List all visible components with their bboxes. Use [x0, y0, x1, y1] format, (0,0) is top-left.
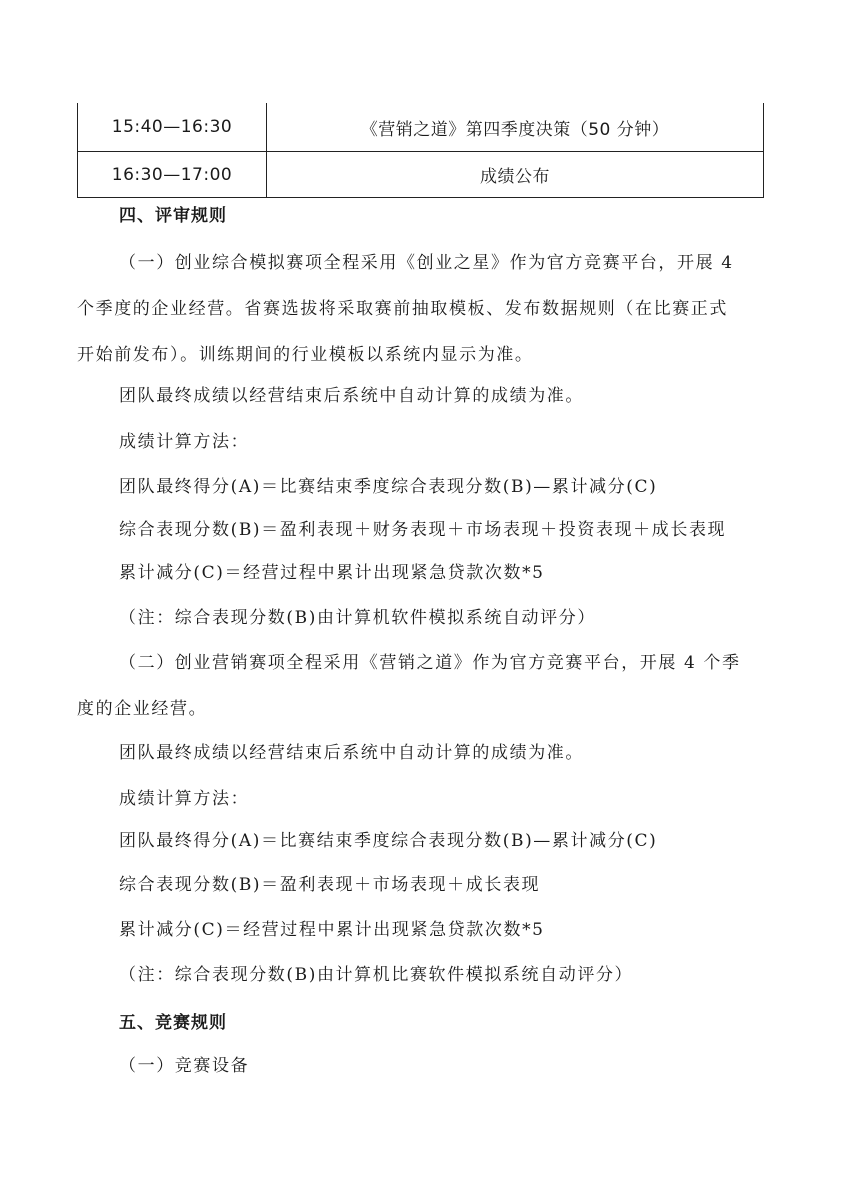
formula-line: 综合表现分数(B)＝盈利表现＋市场表现＋成长表现: [119, 875, 541, 895]
section-heading-review-rules: 四、评审规则: [119, 206, 227, 226]
schedule-time-cell: 15:40—16:30: [78, 103, 267, 152]
formula-line: 综合表现分数(B)＝盈利表现＋财务表现＋市场表现＋投资表现＋成长表现: [119, 520, 727, 540]
paragraph-line: 团队最终成绩以经营结束后系统中自动计算的成绩为准。: [119, 386, 584, 406]
paragraph-line: 成绩计算方法：: [119, 432, 250, 452]
paragraph-line: （二）创业营销赛项全程采用《营销之道》作为官方竞赛平台，开展 4 个季: [119, 653, 741, 673]
schedule-time-cell: 16:30—17:00: [78, 152, 267, 198]
paragraph-line: 度的企业经营。: [77, 699, 208, 719]
table-row: [78, 152, 764, 198]
formula-line: 团队最终得分(A)＝比赛结束季度综合表现分数(B)—累计减分(C): [119, 831, 658, 851]
paragraph-line: 团队最终成绩以经营结束后系统中自动计算的成绩为准。: [119, 743, 584, 763]
paragraph-line: 成绩计算方法：: [119, 789, 250, 809]
note-line: （注：综合表现分数(B)由计算机比赛软件模拟系统自动评分）: [119, 965, 634, 985]
note-line: （注：综合表现分数(B)由计算机软件模拟系统自动评分）: [119, 608, 596, 628]
formula-line: 累计减分(C)＝经营过程中累计出现紧急贷款次数*5: [119, 563, 545, 583]
paragraph-line: （一）创业综合模拟赛项全程采用《创业之星》作为官方竞赛平台，开展 4: [119, 253, 734, 273]
schedule-item-cell: 成绩公布: [267, 152, 764, 198]
schedule-item-cell: 《营销之道》第四季度决策（50 分钟）: [267, 103, 764, 152]
subheading-equipment: （一）竞赛设备: [119, 1056, 250, 1076]
schedule-table: [77, 103, 764, 198]
section-heading-competition-rules: 五、竞赛规则: [119, 1013, 227, 1033]
formula-line: 累计减分(C)＝经营过程中累计出现紧急贷款次数*5: [119, 920, 545, 940]
paragraph-line: 个季度的企业经营。省赛选拔将采取赛前抽取模板、发布数据规则（在比赛正式: [77, 299, 728, 319]
paragraph-line: 开始前发布）。训练期间的行业模板以系统内显示为准。: [77, 345, 534, 365]
formula-line: 团队最终得分(A)＝比赛结束季度综合表现分数(B)—累计减分(C): [119, 477, 658, 497]
table-row: [78, 103, 764, 152]
